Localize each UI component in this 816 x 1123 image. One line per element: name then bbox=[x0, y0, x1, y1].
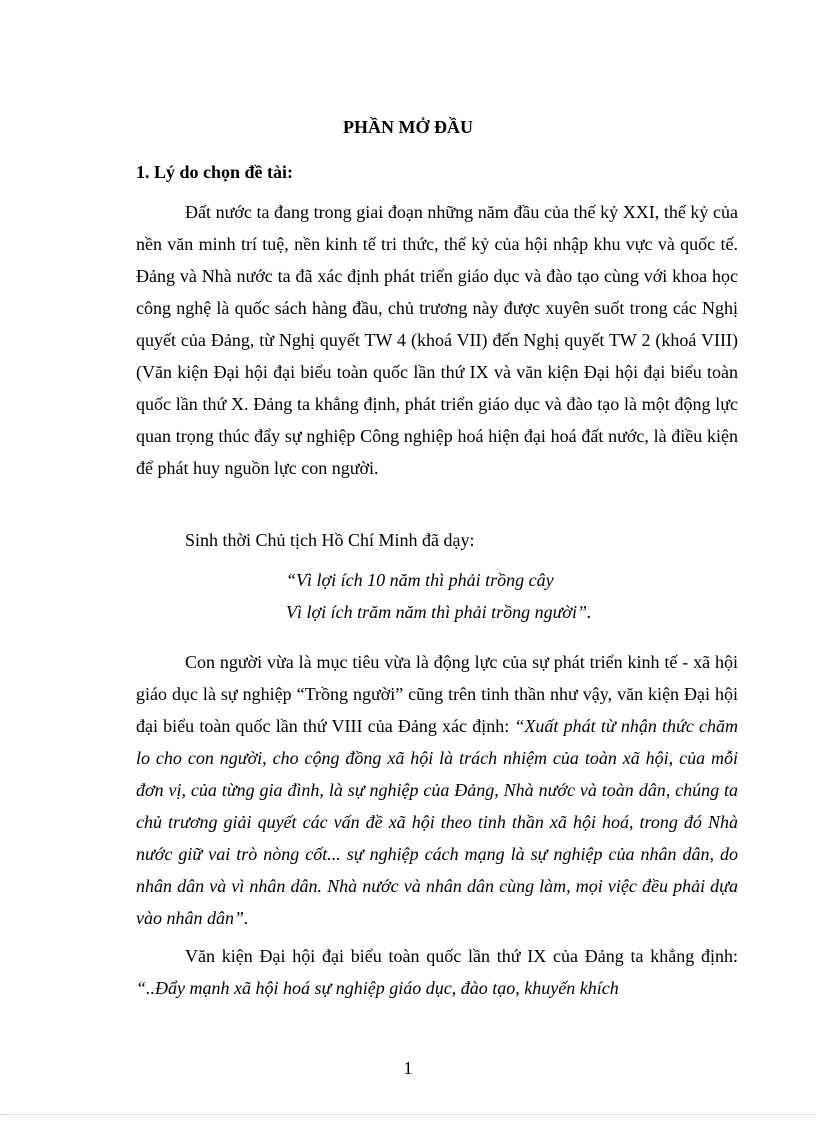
paragraph-1: Đất nước ta đang trong giai đoạn những năm đầu của thế kỷ XXI, thế kỷ của nền văn minh trí tuệ, nền kinh tế tri thức, thế kỷ của hội nhập khu vực và quốc tế. Đảng và Nhà nước ta đã xác định phát triển giáo dục và đào tạo cùng với khoa học công nghệ là quốc sách hàng đầu, chủ trương này được xuyên suốt trong các Nghị quyết của Đảng, từ Nghị quyết TW 4 (khoá VII) đến Nghị quyết TW 2 (khoá VIII) (Văn kiện Đại hội đại biểu toàn quốc lần thứ IX và văn kiện Đại hội đại biểu toàn quốc lần thứ X. Đảng ta khẳng định, phát triển giáo dục và đào tạo là một động lực quan trọng thúc đẩy sự nghiệp Công nghiệp hoá hiện đại hoá đất nước, là điều kiện để phát huy nguồn lực con người. bbox=[136, 202, 738, 478]
quote-line-1: “Vì lợi ích 10 năm thì phải trồng cây bbox=[286, 570, 554, 590]
paragraph-1-block bbox=[136, 196, 738, 484]
page-title: PHẦN MỞ ĐẦU bbox=[343, 117, 473, 137]
page-number: 1 bbox=[403, 1058, 413, 1078]
quote-line-2: Vì lợi ích trăm năm thì phải trồng người”. bbox=[286, 602, 592, 622]
paragraph-4 bbox=[136, 940, 738, 1004]
paragraph-3 bbox=[136, 646, 738, 934]
paragraph-2-block bbox=[136, 524, 738, 556]
paragraph-4-quote: “..Đẩy mạnh xã hội hoá sự nghiệp giáo dục, đào tạo, khuyến khích bbox=[136, 978, 619, 998]
paragraph-4-block bbox=[136, 940, 738, 1004]
paragraph-4-text: Văn kiện Đại hội đại biểu toàn quốc lần thứ IX của Đảng ta khẳng định: bbox=[185, 946, 738, 966]
page-boundary-divider bbox=[0, 1114, 816, 1115]
paragraph-2: Sinh thời Chủ tịch Hồ Chí Minh đã dạy: bbox=[185, 530, 475, 550]
paragraph-3-text: Con người vừa là mục tiêu vừa là động lực của sự phát triển kinh tế - xã hội giáo dục là sự nghiệp “Trồng người” cũng trên tinh thần như vậy, văn kiện Đại hội đại biểu toàn quốc lần thứ VIII của Đảng xác định: bbox=[136, 652, 738, 736]
paragraph-3-block bbox=[136, 646, 738, 934]
section-heading: 1. Lý do chọn đề tài: bbox=[136, 162, 294, 182]
paragraph-3-quote: “Xuất phát từ nhận thức chăm lo cho con người, cho cộng đồng xã hội là trách nhiệm của toàn xã hội, của mỗi đơn vị, của từng gia đình, là sự nghiệp của Đảng, Nhà nước và toàn dân, chúng ta chủ trương giải quyết các vấn đề xã hội theo tinh thần xã hội hoá, trong đó Nhà nước giữ vai trò nòng cốt... sự nghiệp cách mạng là sự nghiệp của nhân dân, do nhân dân và vì nhân dân. Nhà nước và nhân dân cùng làm, mọi việc đều phải dựa vào nhân dân”. bbox=[136, 716, 739, 928]
quote-block bbox=[136, 564, 738, 628]
